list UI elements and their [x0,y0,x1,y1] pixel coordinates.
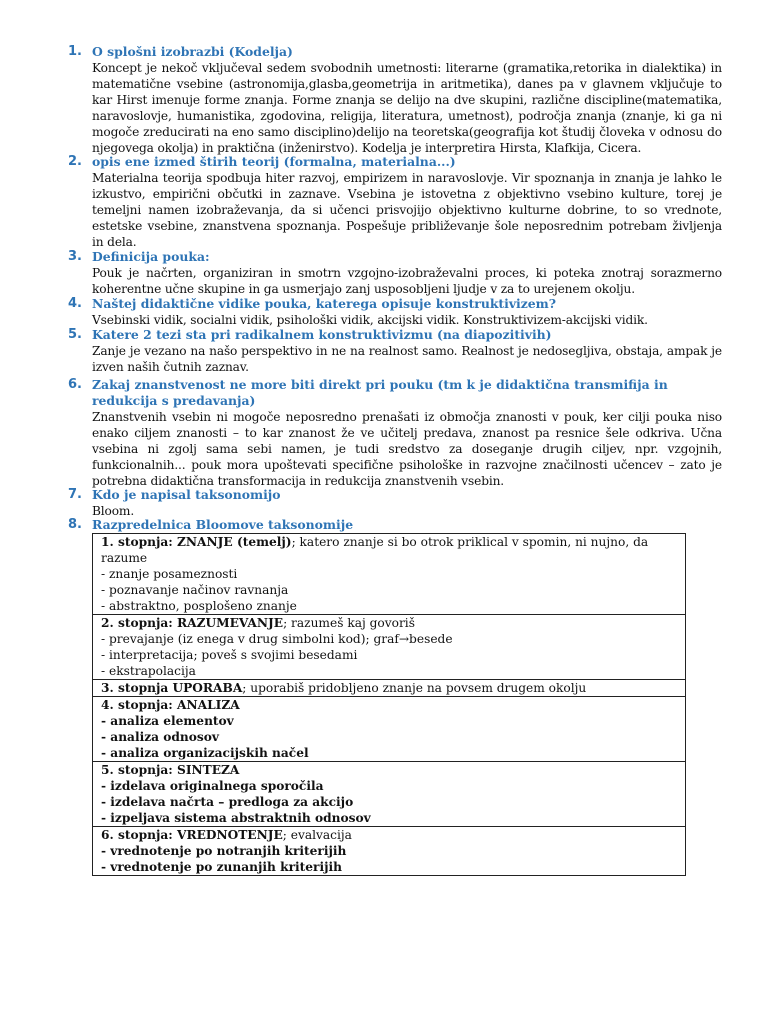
table-cell [93,697,686,762]
table-row [93,534,686,615]
level-title: 4. stopnja: ANALIZA [101,698,240,712]
item-answer: Bloom. [92,504,135,518]
level-title: 1. stopnja: ZNANJE (temelj) [101,535,292,549]
level-subitem: - prevajanje (iz enega v drug simbolni kod); graf→besede [101,632,453,646]
level-heading [101,680,685,696]
level-subitem: - izdelava originalnega sporočila [101,779,324,793]
item-question: opis ene izmed štirih teorij (formalna, materialna...) [92,154,456,169]
item-2 [68,154,722,250]
level-title: 2. stopnja: RAZUMEVANJE [101,616,284,630]
level-subitem: - vrednotenje po notranjih kriterijih [101,844,347,858]
item-question: Definicija pouka: [92,249,210,264]
table-cell [93,680,686,697]
item-answer: Zanje je vezano na našo perspektivo in ne na realnost samo. Realnost je nedosegljiva, obstaja, ampak je izven naših čutnih zaznav. [92,344,722,374]
level-subitem: - poznavanje načinov ravnanja [101,583,289,597]
item-question: O splošni izobrazbi (Kodelja) [92,44,293,59]
level-heading [101,615,685,631]
item-4 [68,296,722,328]
item-question: Razpredelnica Bloomove taksonomije [92,517,354,532]
level-title: 6. stopnja: VREDNOTENJE [101,828,283,842]
item-answer: Koncept je nekoč vključeval sedem svobodnih umetnosti: literarne (gramatika,retorika in dialektika) in matematične vsebine (astronomija,glasba,geometrija in aritmetika), danes pa v glavnem vključuje to kar Hirst imenuje forme znanja. Forme znanja se delijo na dve skupini, različne discipline(matematika, naravoslovje, humanistika, zgodovina, religija, literatura, umetnost), področja znanja (znanje, ki ga ni mogoče zreducirati na eno samo disciplino)delijo na teoretska(geografija kot študij človeka v odnosu do njegovega okolja) in praktična (inženirstvo). Kodelja je interpretira Hirsta, Klafkija, Cicera. [92,61,722,155]
item-7 [68,487,722,519]
item-number: 7. [68,487,82,502]
level-subitem: - znanje posameznosti [101,567,238,581]
item-question: Kdo je napisal taksonomijo [92,487,281,502]
level-description: ; uporabiš pridobljeno znanje na povsem drugem okolju [242,681,587,695]
level-subitem: - izpeljava sistema abstraktnih odnosov [101,811,371,825]
level-description: ; razumeš kaj govoriš [283,616,415,630]
level-subitem: - analiza odnosov [101,730,219,744]
table-row [93,680,686,697]
item-8 [68,517,722,533]
bloom-taxonomy-table [92,533,686,876]
table-cell [93,615,686,680]
item-3 [68,249,722,297]
level-heading [101,534,685,566]
item-5 [68,327,722,375]
item-number: 5. [68,327,82,342]
level-subitem: - ekstrapolacija [101,664,196,678]
table-cell [93,762,686,827]
item-answer: Znanstvenih vsebin ni mogoče neposredno prenašati iz območja znanosti v pouk, ker cilji pouka niso enako ciljem znanosti – to kar znanost že ve učitelj predava, znanost pa resnice šele odkriva. Učna vsebina ni zgolj sama sebi namen, je tudi sredstvo za doseganje drugih ciljev, npr. vzgojnih, funkcionalnih... pouk mora upoštevati specifične psihološke in razvojne značilnosti učencev – zato je potrebna didaktična transformacija in redukcija znanstvenih vsebin. [92,410,722,488]
level-subitem: - vrednotenje po zunanjih kriterijih [101,860,342,874]
level-subitem: - izdelava načrta – predloga za akcijo [101,795,354,809]
level-description: ; katero znanje si bo otrok priklical v spomin, ni nujno, da razume [101,535,649,565]
level-subitem: - analiza elementov [101,714,234,728]
level-heading [101,697,685,713]
table-row [93,762,686,827]
level-subitem: - analiza organizacijskih načel [101,746,309,760]
level-heading [101,762,685,778]
item-number: 6. [68,377,82,392]
item-number: 8. [68,517,82,532]
item-number: 3. [68,249,82,264]
item-question: Katere 2 tezi sta pri radikalnem konstruktivizmu (na diapozitivih) [92,327,552,342]
table-cell [93,534,686,615]
item-number: 2. [68,154,82,169]
item-question: Naštej didaktične vidike pouka, katerega opisuje konstruktivizem? [92,296,557,311]
level-subitem: - interpretacija; poveš s svojimi besedami [101,648,358,662]
level-heading [101,827,685,843]
item-answer: Vsebinski vidik, socialni vidik, psihološki vidik, akcijski vidik. Konstruktivizem-akcijski vidik. [92,313,648,327]
item-answer: Pouk je načrten, organiziran in smotrn vzgojno-izobraževalni proces, ki poteka znotraj sorazmerno koherentne učne skupine in ga usmerjajo zanj usposobljeni ljudje v za to urejenem okolju. [92,266,722,296]
item-1 [68,44,722,156]
item-number: 4. [68,296,82,311]
item-question: Zakaj znanstvenost ne more biti direkt pri pouku (tm k je didaktična transmifija in redukcija s predavanja) [92,377,668,408]
table-row [93,827,686,876]
level-subitem: - abstraktno, posplošeno znanje [101,599,297,613]
table-row [93,697,686,762]
item-answer: Materialna teorija spodbuja hiter razvoj, empirizem in naravoslovje. Vir spoznanja in znanja je lahko le izkustvo, empirični občutki in zaznave. Vsebina je istovetna z objektivno vsebino kulture, torej je temeljni namen izobraževanja, da si učenci prisvojijo objektivno kulturne dobrine, to so vrednote, estetske vsebine, znanstvena spoznanja. Pospešuje približevanje šole neposrednim potrebam življenja in dela. [92,171,722,249]
table-cell [93,827,686,876]
item-6 [68,377,722,489]
item-number: 1. [68,44,82,59]
table-row [93,615,686,680]
level-description: ; evalvacija [282,828,352,842]
level-title: 5. stopnja: SINTEZA [101,763,240,777]
level-title: 3. stopnja UPORABA [101,681,243,695]
